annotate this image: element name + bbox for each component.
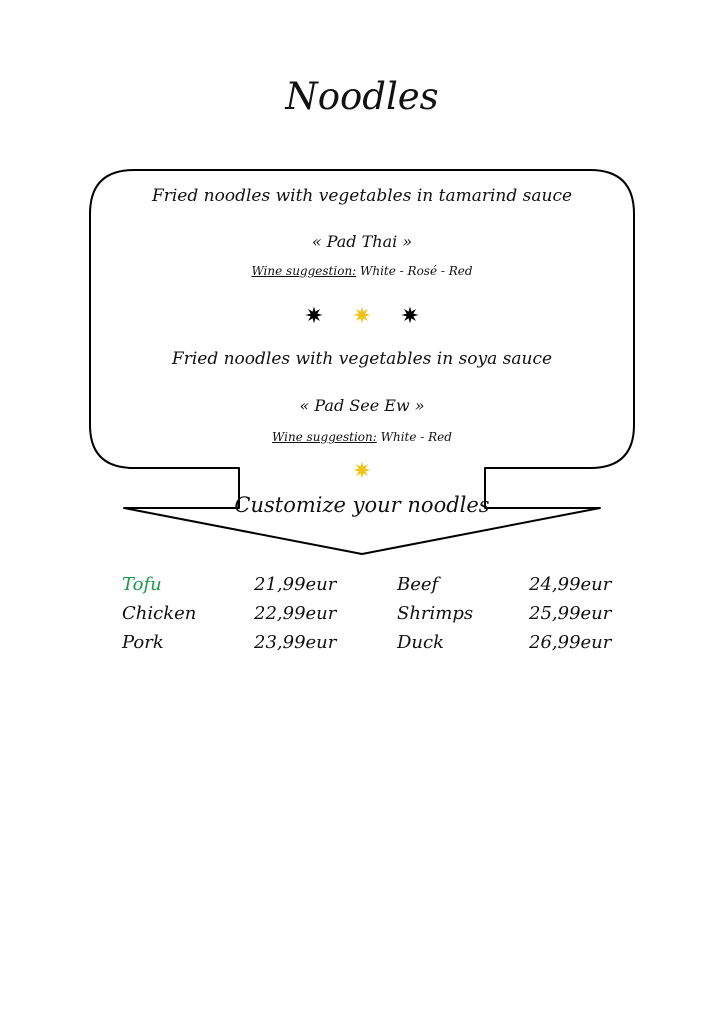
wine-suggestion-value: White - Red	[376, 430, 452, 444]
wine-suggestion	[0, 428, 724, 446]
wine-suggestion	[0, 262, 724, 280]
option-name: Shrimps	[397, 603, 474, 624]
separator-stars	[0, 303, 724, 327]
table-row	[122, 599, 622, 628]
option-name: Chicken	[122, 603, 197, 624]
dish-name: « Pad Thai »	[311, 232, 413, 251]
table-row	[122, 628, 622, 657]
wine-suggestion-value: White - Rosé - Red	[356, 264, 473, 278]
separator-stars	[0, 458, 724, 482]
wine-suggestion-label: Wine suggestion:	[251, 264, 357, 278]
star-icon	[400, 305, 420, 325]
table-row	[122, 570, 622, 599]
dish-description: Fried noodles with vegetables in tamarind sauce	[151, 186, 573, 206]
option-name: Tofu	[122, 574, 162, 595]
page-title: Noodles	[285, 75, 439, 118]
option-name: Pork	[122, 632, 164, 653]
star-icon	[352, 460, 372, 480]
option-price: 21,99eur	[254, 574, 337, 595]
option-price: 25,99eur	[529, 603, 612, 624]
option-name: Duck	[397, 632, 445, 653]
dish-description: Fried noodles with vegetables in soya sauce	[171, 349, 553, 369]
star-icon	[352, 305, 372, 325]
star-icon	[304, 305, 324, 325]
price-table	[122, 570, 622, 657]
dish-name: « Pad See Ew »	[299, 396, 425, 415]
option-price: 22,99eur	[254, 603, 337, 624]
option-price: 23,99eur	[254, 632, 337, 653]
option-price: 24,99eur	[529, 574, 612, 595]
wine-suggestion-label: Wine suggestion:	[272, 430, 377, 444]
option-price: 26,99eur	[529, 632, 612, 653]
customize-title: Customize your noodles	[234, 493, 490, 517]
option-name: Beef	[397, 574, 439, 595]
